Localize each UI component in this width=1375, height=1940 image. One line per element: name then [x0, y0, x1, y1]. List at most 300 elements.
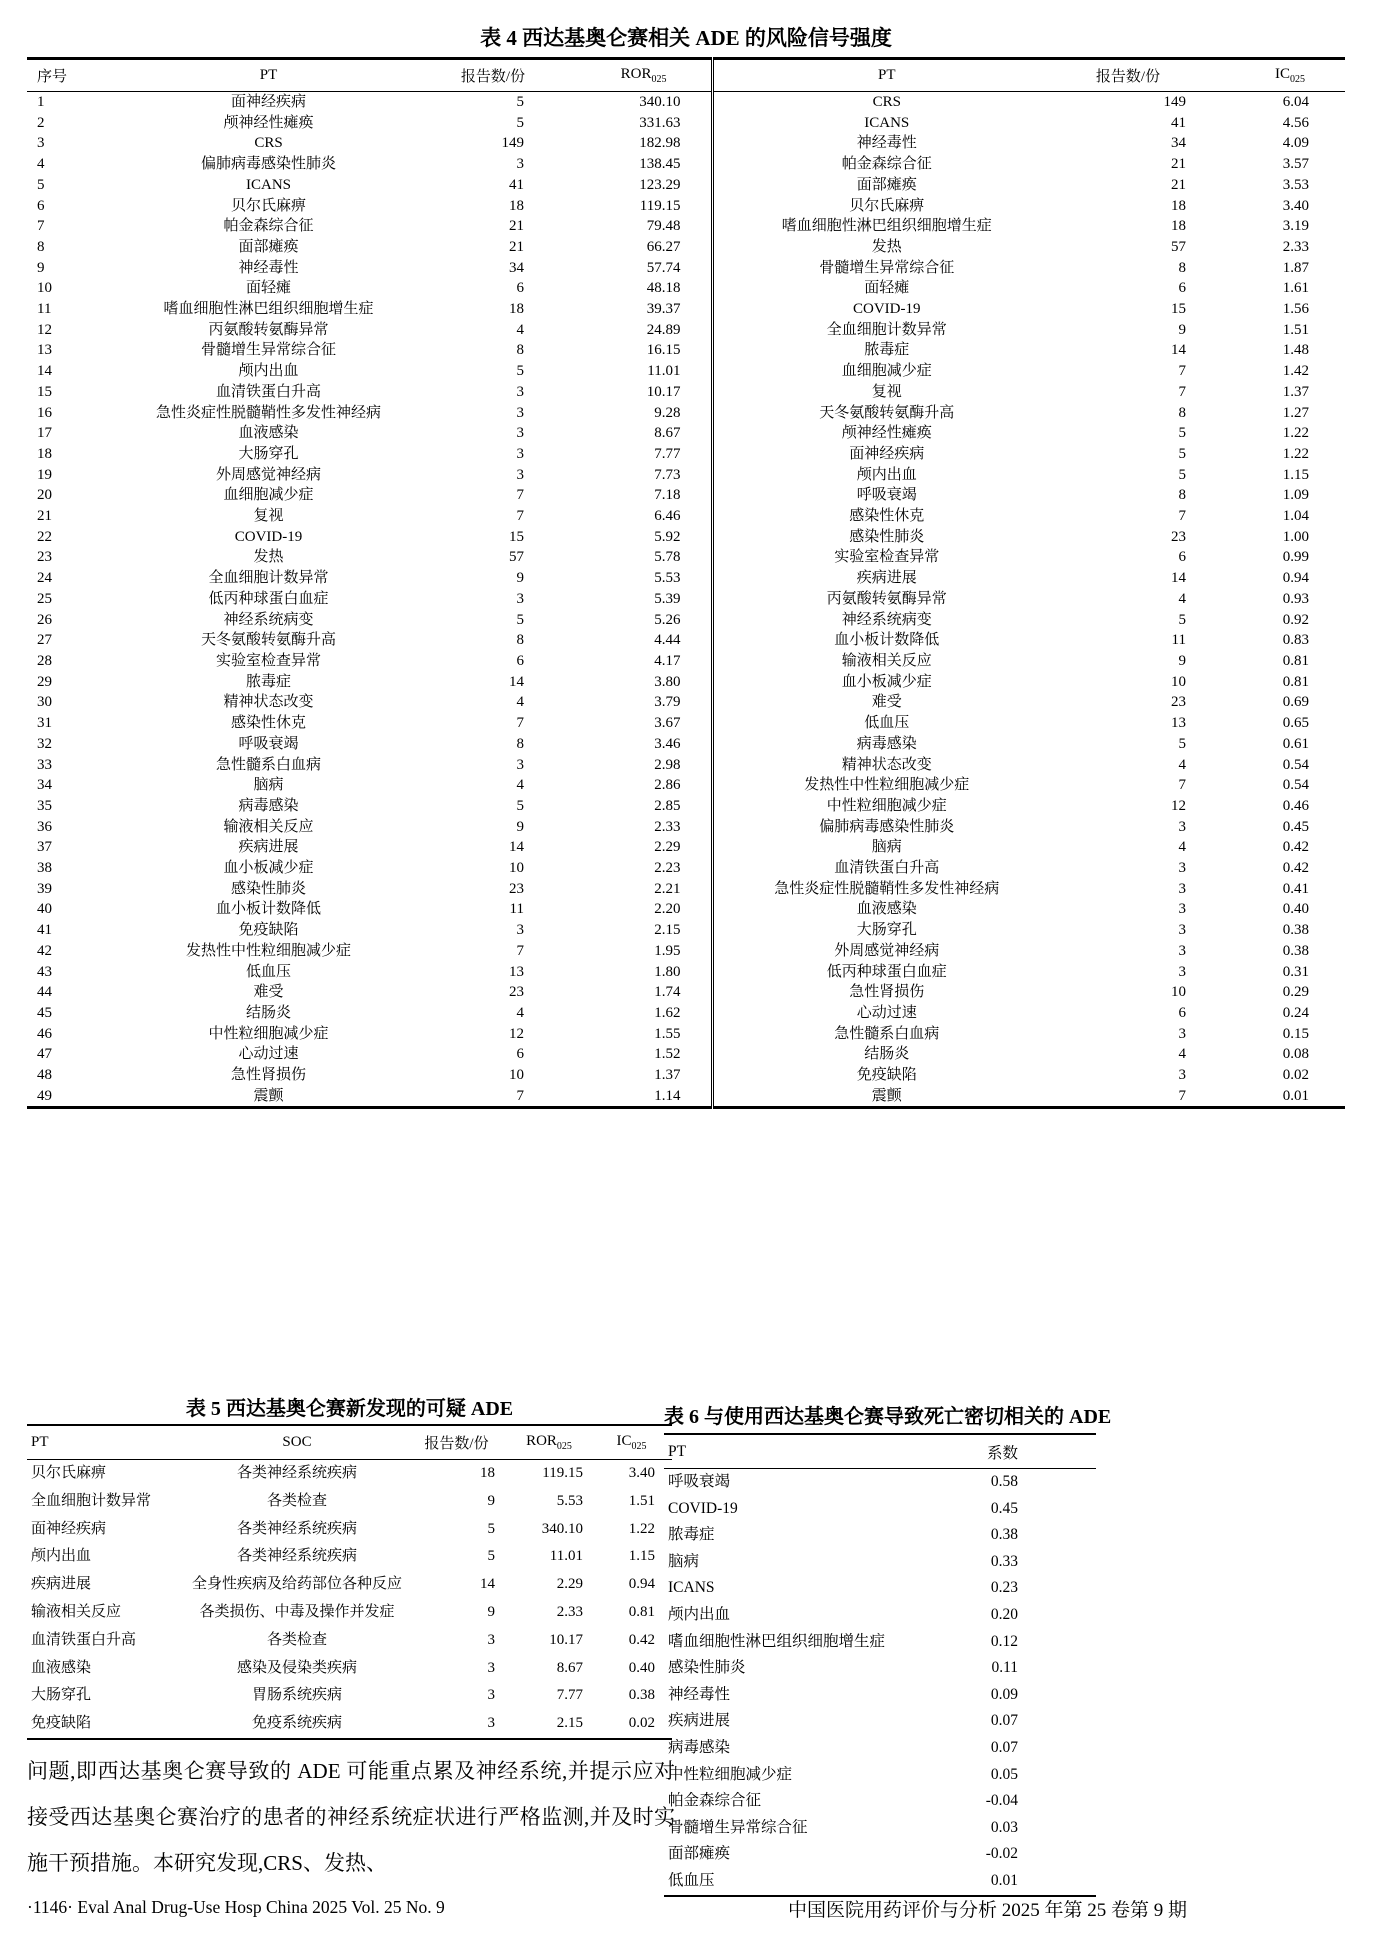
table-cell: 21	[509, 218, 524, 235]
table-cell: 急性肾损伤	[230, 1067, 306, 1084]
table-row	[664, 1708, 1096, 1735]
table-cell: 48	[37, 1067, 52, 1084]
table-cell: 9	[487, 1603, 495, 1620]
table-cell: 32	[37, 735, 52, 752]
table-cell: 精神状态改变	[223, 694, 314, 711]
table6-death-related-ade	[664, 1433, 1096, 1897]
table-cell: 面神经疾病	[31, 1520, 107, 1537]
table-cell: 3	[516, 383, 524, 400]
table-cell: 0.12	[990, 1632, 1018, 1650]
table-cell: 3	[1178, 860, 1186, 877]
table-cell: 嗜血细胞性淋巴组织细胞增生症	[668, 1632, 886, 1650]
table-cell: 免疫系统疾病	[251, 1715, 342, 1732]
table-cell: 24.89	[646, 321, 681, 338]
table-cell: 急性髓系白血病	[215, 756, 321, 773]
table-cell: 7	[1178, 508, 1186, 525]
table-cell: 41	[37, 922, 52, 939]
table-cell: 0.54	[1282, 756, 1309, 773]
table-cell: 1.74	[654, 984, 681, 1001]
table4-header-ror	[540, 59, 712, 92]
table-cell: 0.61	[1282, 735, 1309, 752]
table-cell: 0.81	[628, 1603, 655, 1620]
table-cell: 21	[37, 508, 52, 525]
table-row	[27, 1024, 1345, 1045]
table-cell: 脑病	[712, 837, 1060, 858]
table-row	[27, 547, 1345, 568]
table-row	[27, 630, 1345, 651]
table-cell: 3	[516, 466, 524, 483]
table-cell: 7.77	[556, 1687, 583, 1704]
table-row	[27, 154, 1345, 175]
ic-subscript: 025	[1290, 74, 1305, 85]
table-row	[664, 1575, 1096, 1602]
table-cell: 3.46	[654, 735, 681, 752]
table-row	[664, 1762, 1096, 1789]
table-cell: 5	[487, 1520, 495, 1537]
table-cell: 血液感染	[712, 899, 1060, 920]
table-cell: 各类神经系统疾病	[236, 1465, 357, 1481]
table-cell: 14	[1171, 342, 1186, 359]
table-cell: 5	[487, 1548, 495, 1565]
table-cell: 149	[501, 135, 524, 152]
table-cell: 面部瘫痪	[668, 1845, 731, 1863]
table-cell: 0.38	[1282, 922, 1309, 939]
table-cell: 17	[37, 425, 52, 442]
table-cell: 7.77	[654, 445, 681, 462]
table-cell: 外周感觉神经病	[215, 466, 321, 483]
table-row	[27, 837, 1345, 858]
table-cell: 5.78	[654, 549, 681, 566]
table-cell: 3	[487, 1631, 495, 1648]
table-cell: 19	[37, 466, 52, 483]
table-row	[664, 1868, 1096, 1896]
table-cell: 免疫缺陷	[238, 922, 299, 939]
table-cell: 8	[1178, 404, 1186, 421]
table-cell: 精神状态改变	[712, 755, 1060, 776]
table-cell: 6.46	[654, 508, 681, 525]
table5-header-ic	[597, 1425, 672, 1460]
table-cell: 3.79	[654, 694, 681, 711]
table5-header-row	[27, 1425, 672, 1460]
table-row	[27, 133, 1345, 154]
table-cell: 3	[1178, 922, 1186, 939]
table-row	[664, 1682, 1096, 1709]
table-cell: 5	[516, 94, 524, 110]
table-row	[664, 1522, 1096, 1549]
table-cell: 6	[516, 1046, 524, 1063]
table-cell: 感染性休克	[230, 715, 306, 732]
table-cell: 胃肠系统疾病	[251, 1687, 342, 1704]
table-cell: 难受	[253, 984, 284, 1001]
table6-title: 表 6 与使用西达基奥仑赛导致死亡密切相关的 ADE	[664, 1406, 1112, 1428]
table-cell: 182.98	[639, 135, 681, 152]
table-cell: CRS	[712, 92, 1060, 113]
footer-journal-info-chinese: 中国医院用药评价与分析 2025 年第 25 卷第 9 期	[788, 1900, 1188, 1921]
table-cell: 9	[516, 570, 524, 587]
table-cell: 3	[1178, 1025, 1186, 1042]
table-cell: 4	[516, 777, 524, 794]
table-cell: 面轻瘫	[712, 278, 1060, 299]
table-cell: 14	[509, 839, 524, 856]
table-cell: 大肠穿孔	[238, 445, 299, 462]
ror-label: ROR	[526, 1433, 557, 1449]
table-cell: 39	[37, 880, 52, 897]
table-cell: COVID-19	[234, 528, 303, 545]
table-cell: 1	[37, 94, 45, 110]
table-cell: 20	[37, 487, 52, 504]
table-cell: 66.27	[646, 238, 681, 255]
table-cell: 39.37	[646, 301, 681, 318]
table-cell: 23	[1171, 694, 1186, 711]
table-cell: 0.23	[990, 1579, 1018, 1597]
table-cell: 实验室检查异常	[712, 547, 1060, 568]
table-row	[664, 1815, 1096, 1842]
table-cell: 2.21	[654, 880, 681, 897]
table-cell: 1.00	[1282, 528, 1309, 545]
table-cell: 帕金森综合征	[712, 154, 1060, 175]
table-cell: 41	[1171, 114, 1186, 131]
table-row	[27, 216, 1345, 237]
table-cell: 10	[509, 1067, 524, 1084]
table-cell: 14	[509, 673, 524, 690]
table-row	[27, 796, 1345, 817]
table-cell: 13	[1171, 715, 1186, 732]
table-cell: 丙氨酸转氨酶异常	[712, 589, 1060, 610]
table-cell: 23	[1171, 528, 1186, 545]
table-cell: 57	[1171, 238, 1186, 255]
table-row	[27, 858, 1345, 879]
table-cell: 低丙种球蛋白血症	[208, 590, 329, 607]
table-cell: 45	[37, 1004, 52, 1021]
table-row	[27, 237, 1345, 258]
table-cell: 0.20	[990, 1605, 1018, 1623]
table-cell: 3	[487, 1687, 495, 1704]
table-cell: 0.54	[1282, 777, 1309, 794]
table-cell: 0.42	[1282, 839, 1309, 856]
table-cell: 天冬氨酸转氨酶升高	[712, 403, 1060, 424]
table-cell: 3.67	[654, 715, 681, 732]
table-cell: 21	[509, 238, 524, 255]
table-cell: 0.33	[990, 1552, 1018, 1570]
table-cell: 10.17	[549, 1631, 583, 1648]
table-cell: 颅内出血	[238, 363, 299, 380]
table-cell: 13	[509, 963, 524, 980]
table-cell: 14	[480, 1576, 495, 1593]
table-cell: 7	[516, 942, 524, 959]
table-row	[27, 175, 1345, 196]
table-cell: 14	[1171, 570, 1186, 587]
table-cell: 2.86	[654, 777, 681, 794]
table-cell: 中性粒细胞减少症	[668, 1765, 793, 1783]
table-cell: 2.15	[654, 922, 681, 939]
table-cell: 44	[37, 984, 52, 1001]
table-cell: 大肠穿孔	[31, 1687, 92, 1704]
table-row	[27, 485, 1345, 506]
table-cell: 输液相关反应	[712, 651, 1060, 672]
table-cell: 9	[37, 259, 45, 276]
table-cell: 4	[1178, 839, 1186, 856]
table-cell: 贝尔氏麻痹	[230, 197, 306, 214]
table-row	[27, 941, 1345, 962]
table-cell: 11	[37, 301, 52, 318]
table-cell: 7	[516, 487, 524, 504]
table-cell: 27	[37, 632, 52, 649]
table-cell: 5.39	[654, 590, 681, 607]
table-cell: 全血细胞计数异常	[712, 320, 1060, 341]
table-row	[664, 1841, 1096, 1868]
table-cell: 0.05	[990, 1765, 1018, 1783]
table-cell: 10	[509, 860, 524, 877]
table-cell: 低丙种球蛋白血症	[712, 962, 1060, 983]
table-cell: 血清铁蛋白升高	[31, 1631, 137, 1648]
footer-page-info-english: ·1146· Eval Anal Drug-Use Hosp China 2025 Vol. 25 No. 9	[27, 1897, 445, 1917]
table-cell: 6	[37, 197, 45, 214]
table-cell: 8	[1178, 259, 1186, 276]
table-cell: 4	[1178, 756, 1186, 773]
table-cell: 病毒感染	[712, 734, 1060, 755]
table-row	[27, 361, 1345, 382]
table-cell: 0.01	[990, 1871, 1018, 1889]
table-cell: 18	[509, 197, 524, 214]
table-cell: 340.10	[541, 1520, 583, 1537]
table-cell: 1.56	[1282, 301, 1309, 318]
table-cell: 4	[37, 156, 45, 173]
table-cell: 31	[37, 715, 52, 732]
table-cell: 4.17	[654, 652, 681, 669]
table-cell: 23	[509, 984, 524, 1001]
table-cell: 感染及侵染类疾病	[236, 1659, 357, 1676]
table-cell: 低血压	[668, 1871, 715, 1889]
table-cell: 26	[37, 611, 52, 628]
table-cell: 1.22	[1282, 425, 1309, 442]
table-cell: 15	[509, 528, 524, 545]
table-cell: 0.24	[1282, 1004, 1309, 1021]
table-row	[27, 1710, 672, 1739]
table-cell: 2.15	[556, 1715, 583, 1732]
table-cell: 5	[37, 176, 45, 193]
table-row	[27, 196, 1345, 217]
table5-body	[27, 1460, 672, 1739]
table-cell: 18	[37, 445, 52, 462]
table5-header-reports: 报告数/份	[412, 1425, 507, 1460]
table-cell: 神经系统病变	[223, 611, 314, 628]
table-cell: 0.83	[1282, 632, 1309, 649]
table-cell: 外周感觉神经病	[712, 941, 1060, 962]
table4-header-pt-left: PT	[87, 59, 450, 92]
table-cell: 3	[487, 1715, 495, 1732]
table-cell: 2.33	[1282, 238, 1309, 255]
table-cell: 5	[516, 363, 524, 380]
ror-subscript: 025	[556, 1441, 572, 1452]
table-row	[27, 258, 1345, 279]
table-row	[27, 1627, 672, 1655]
table-cell: 中性粒细胞减少症	[208, 1025, 329, 1042]
table-cell: 嗜血细胞性淋巴组织细胞增生症	[712, 216, 1060, 237]
table-row	[664, 1496, 1096, 1523]
table-cell: 7	[1178, 777, 1186, 794]
table-cell: 79.48	[646, 218, 681, 235]
table-cell: 心动过速	[712, 1003, 1060, 1024]
table-cell: 4	[516, 321, 524, 338]
table4-risk-signal	[27, 57, 1345, 1109]
table6-body	[664, 1469, 1096, 1896]
table-cell: 各类神经系统疾病	[236, 1548, 357, 1565]
table-cell: 149	[1163, 94, 1186, 110]
body-paragraph: 问题,即西达基奥仑赛导致的 ADE 可能重点累及神经系统,并提示应对接受西达基奥仑赛治疗的患者的神经系统症状进行严格监测,并及时实施干预措施。本研究发现,CRS、发热、	[27, 1759, 675, 1875]
table-cell: 脓毒症	[668, 1526, 715, 1544]
table-cell: 0.15	[1282, 1025, 1309, 1042]
table-cell: 5.53	[654, 570, 681, 587]
table-cell: 0.41	[1282, 880, 1309, 897]
table-cell: 骨髓增生异常综合征	[668, 1818, 808, 1836]
ror-label: ROR	[620, 66, 652, 82]
table-cell: 11	[1171, 632, 1186, 649]
table-row	[27, 734, 1345, 755]
table-cell: 2.33	[654, 818, 681, 835]
table-row	[664, 1469, 1096, 1496]
table-cell: 血细胞减少症	[223, 487, 314, 504]
table-cell: 41	[509, 176, 524, 193]
table-row	[27, 982, 1345, 1003]
table-cell: 2	[37, 114, 45, 131]
table-cell: 8	[516, 342, 524, 359]
table-cell: 10	[1171, 673, 1186, 690]
table5-header-pt: PT	[27, 1425, 182, 1460]
table-cell: 23	[37, 549, 52, 566]
table-row	[27, 1086, 1345, 1108]
table-cell: 0.94	[628, 1576, 655, 1593]
table-cell: 各类检查	[266, 1631, 327, 1648]
table-row	[27, 651, 1345, 672]
table-cell: 1.22	[1282, 445, 1309, 462]
table-cell: 骨髓增生异常综合征	[712, 258, 1060, 279]
table-cell: 呼吸衰竭	[712, 485, 1060, 506]
table-row	[27, 92, 1345, 113]
table4-header-row	[27, 59, 1345, 92]
table-cell: 0.58	[990, 1473, 1018, 1490]
table-cell: 3	[516, 445, 524, 462]
table-cell: 急性髓系白血病	[712, 1024, 1060, 1045]
table-cell: 331.63	[639, 114, 681, 131]
table-cell: 发热性中性粒细胞减少症	[185, 942, 351, 959]
table-cell: 30	[37, 694, 52, 711]
table-cell: 4	[1178, 1046, 1186, 1063]
table-cell: 7	[1178, 1087, 1186, 1104]
table-cell: 0.42	[1282, 860, 1309, 877]
table-row	[27, 382, 1345, 403]
table-cell: 血细胞减少症	[712, 361, 1060, 382]
table4-header-reports-right: 报告数/份	[1060, 59, 1200, 92]
table-cell: 3	[516, 756, 524, 773]
table-cell: 1.51	[1282, 321, 1309, 338]
table-cell: 低血压	[712, 713, 1060, 734]
table-cell: 18	[1171, 197, 1186, 214]
table-cell: 急性肾损伤	[712, 982, 1060, 1003]
table-cell: 5.53	[556, 1492, 583, 1509]
table-cell: 5.92	[654, 528, 681, 545]
table-row	[27, 610, 1345, 631]
table-cell: 3	[516, 404, 524, 421]
table-cell: 脑病	[668, 1552, 700, 1570]
table-cell: 结肠炎	[245, 1004, 291, 1021]
table-cell: 急性炎症性脱髓鞘性多发性神经病	[155, 404, 381, 421]
table-cell: 1.52	[654, 1046, 681, 1063]
table-cell: 呼吸衰竭	[238, 735, 299, 752]
table-cell: 0.02	[628, 1715, 655, 1732]
table-cell: 5	[1178, 466, 1186, 483]
table-cell: -0.02	[985, 1845, 1018, 1863]
table6-header-pt: PT	[664, 1434, 944, 1469]
table-cell: 18	[480, 1465, 495, 1481]
table-cell: 偏肺病毒感染性肺炎	[712, 817, 1060, 838]
table-cell: 免疫缺陷	[31, 1715, 92, 1732]
table-cell: 11.01	[549, 1548, 583, 1565]
table-cell: 0.08	[1282, 1046, 1309, 1063]
table-cell: 33	[37, 756, 52, 773]
table-cell: 输液相关反应	[31, 1603, 122, 1620]
table-cell: 实验室检查异常	[215, 652, 321, 669]
table-cell: 病毒感染	[668, 1738, 731, 1756]
table-cell: 34	[37, 777, 52, 794]
table-cell: 3.19	[1282, 218, 1309, 235]
table-cell: 中性粒细胞减少症	[712, 796, 1060, 817]
table-cell: 颅内出血	[668, 1605, 731, 1623]
table-cell: 3.57	[1282, 156, 1309, 173]
table-cell: 9	[1178, 321, 1186, 338]
table-cell: 血清铁蛋白升高	[712, 858, 1060, 879]
table-cell: 3.80	[654, 673, 681, 690]
table-row	[27, 299, 1345, 320]
table-row	[27, 1682, 672, 1710]
table-cell: 7.18	[654, 487, 681, 504]
table-cell: 帕金森综合征	[223, 218, 314, 235]
table-cell: 免疫缺陷	[712, 1065, 1060, 1086]
table-cell: 5	[1178, 445, 1186, 462]
table-cell: 输液相关反应	[223, 818, 314, 835]
table-cell: 16	[37, 404, 52, 421]
table-cell: 1.62	[654, 1004, 681, 1021]
table-cell: 血清铁蛋白升高	[215, 383, 321, 400]
table6-header-row	[664, 1434, 1096, 1469]
table-row	[27, 1655, 672, 1683]
table-cell: 49	[37, 1087, 52, 1104]
table-cell: 4	[516, 694, 524, 711]
table-cell: 8	[1178, 487, 1186, 504]
table-cell: 2.85	[654, 797, 681, 814]
table-cell: 29	[37, 673, 52, 690]
table5-header-ror	[507, 1425, 597, 1460]
table-cell: 2.33	[556, 1603, 583, 1620]
table4-header-reports-left: 报告数/份	[450, 59, 540, 92]
table-cell: 13	[37, 342, 52, 359]
table-cell: 全血细胞计数异常	[31, 1492, 152, 1509]
table-cell: 18	[509, 301, 524, 318]
table-row	[664, 1788, 1096, 1815]
table-cell: 1.37	[1282, 383, 1309, 400]
table-cell: 各类神经系统疾病	[236, 1520, 357, 1537]
table-cell: 10	[1171, 984, 1186, 1001]
table-cell: 21	[1171, 176, 1186, 193]
table-row	[27, 920, 1345, 941]
table-cell: 340.10	[639, 94, 681, 110]
table-cell: 15	[1171, 301, 1186, 318]
table-cell: 8	[37, 238, 45, 255]
table-row	[664, 1602, 1096, 1629]
table-cell: 1.55	[654, 1025, 681, 1042]
table-cell: 1.87	[1282, 259, 1309, 276]
table-cell: 脓毒症	[245, 673, 291, 690]
ror-subscript: 025	[651, 74, 667, 85]
